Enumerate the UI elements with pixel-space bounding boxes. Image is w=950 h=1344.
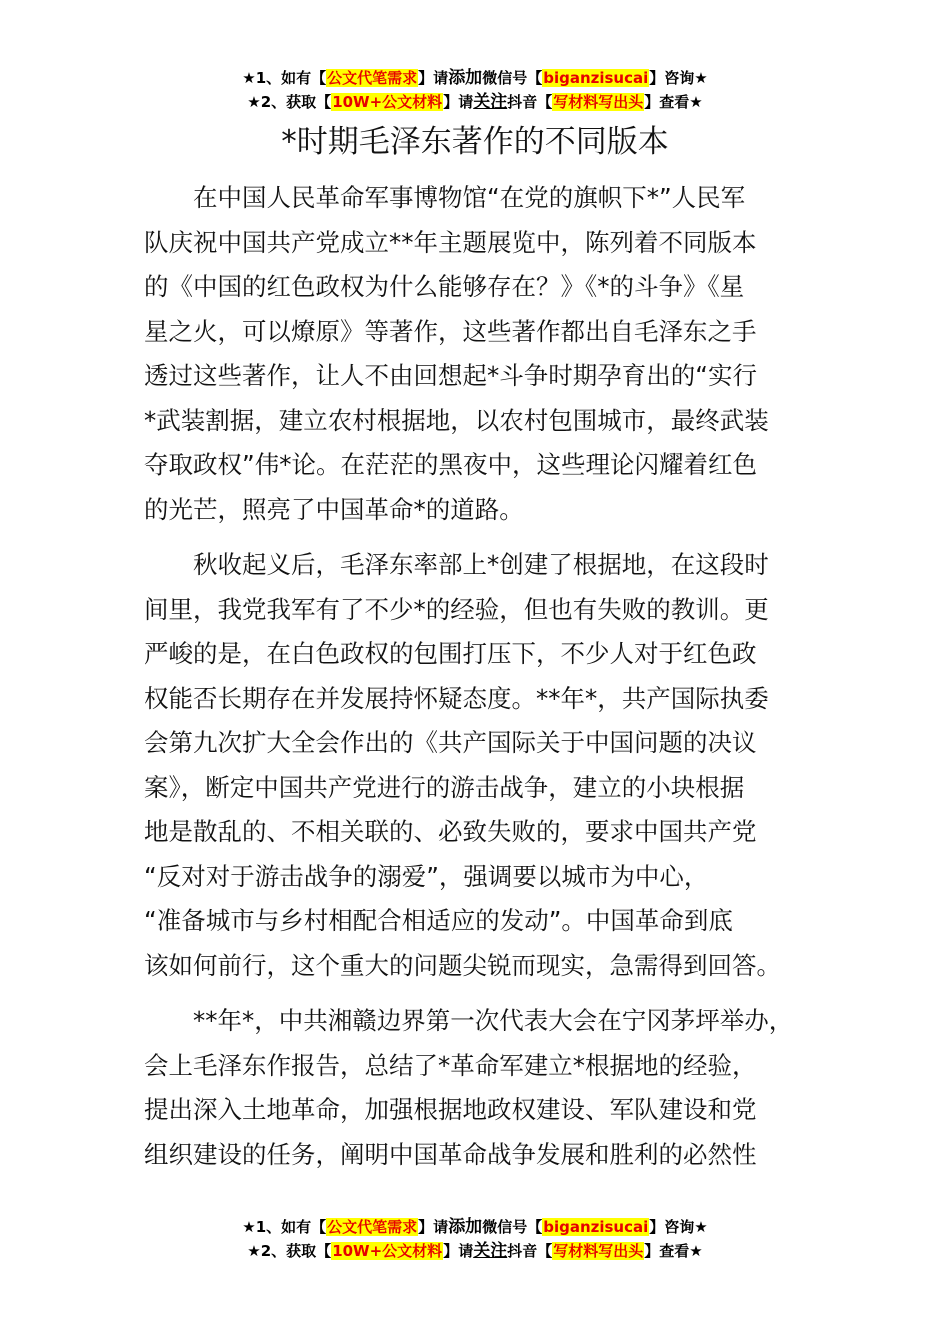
banner-emphasis: 关注	[473, 92, 508, 112]
text-line: 星之火，可以燎原》等著作，这些著作都出自毛泽东之手	[144, 316, 757, 346]
text-line: *武装割据，建立农村根据地，以农村包围城市，最终武装	[144, 405, 769, 435]
highlight-douyin-id: 写材料写出头	[553, 1242, 644, 1260]
text-line: “反对对于游击战争的溺爱”，强调要以城市为中心，	[144, 861, 709, 891]
text-line: 秋收起义后，毛泽东率部上*创建了根据地，在这段时	[144, 550, 769, 579]
banner-text: 】咨询★	[649, 69, 708, 87]
header-banner	[0, 66, 950, 114]
text-line: **年*，中共湘赣边界第一次代表大会在宁冈茅坪举办，	[144, 1006, 794, 1035]
banner-emphasis: 添加	[448, 68, 483, 88]
text-line: 夺取政权”伟*论。在茫茫的黑夜中，这些理论闪耀着红色	[144, 450, 757, 479]
banner-line-1	[0, 1215, 950, 1239]
footer-banner	[0, 1215, 950, 1263]
text-line: 案》，断定中国共产党进行的游击战争，建立的小块根据	[144, 772, 745, 802]
banner-text: 抖音【	[507, 1242, 553, 1260]
highlight-materials: 10W+公文材料	[332, 93, 443, 111]
paragraph-2	[144, 543, 824, 988]
banner-text: 微信号【	[482, 1218, 543, 1236]
text-line: 提出深入土地革命，加强根据地政权建设、军队建设和党	[144, 1095, 757, 1124]
banner-text: 】查看★	[644, 1242, 703, 1260]
text-line: 的光芒，照亮了中国革命*的道路。	[144, 494, 524, 524]
banner-text: 】请	[418, 1218, 449, 1236]
text-line: “准备城市与乡村相配合相适应的发动”。中国革命到底	[144, 906, 733, 935]
text-line: 严峻的是，在白色政权的包围打压下，不少人对于红色政	[144, 639, 757, 668]
banner-text: 】请	[443, 1242, 474, 1260]
highlight-service: 公文代笔需求	[327, 69, 418, 87]
paragraph-3	[144, 999, 824, 1177]
document-body	[144, 176, 824, 1177]
banner-text: 】请	[418, 69, 449, 87]
text-line: 该如何前行，这个重大的问题尖锐而现实，急需得到回答。	[144, 950, 781, 980]
banner-text: ★2、获取【	[247, 93, 332, 111]
banner-text: 抖音【	[507, 93, 553, 111]
text-line: 权能否长期存在并发展持怀疑态度。**年*，共产国际执委	[144, 683, 769, 713]
banner-text: 】咨询★	[649, 1218, 708, 1236]
text-line: 地是散乱的、不相关联的、必致失败的，要求中国共产党	[144, 817, 757, 846]
banner-emphasis: 添加	[448, 1217, 483, 1237]
banner-text: ★1、如有【	[242, 1218, 327, 1236]
text-line: 会上毛泽东作报告，总结了*革命军建立*根据地的经验，	[144, 1050, 757, 1080]
highlight-douyin-id: 写材料写出头	[553, 93, 644, 111]
document-title: *时期毛泽东著作的不同版本	[281, 124, 669, 160]
banner-text: 】请	[443, 93, 474, 111]
banner-text: 微信号【	[482, 69, 543, 87]
banner-text: ★2、获取【	[247, 1242, 332, 1260]
text-line: 会第九次扩大全会作出的《共产国际关于中国问题的决议	[144, 728, 757, 757]
text-line: 在中国人民革命军事博物馆“在党的旗帜下*”人民军	[144, 183, 746, 212]
paragraph-1	[144, 176, 824, 532]
text-line: 间里，我党我军有了不少*的经验，但也有失败的教训。更	[144, 594, 769, 624]
banner-emphasis: 关注	[473, 1241, 508, 1261]
highlight-wechat-id: biganzisucai	[543, 1218, 649, 1236]
banner-text: 】查看★	[644, 93, 703, 111]
highlight-materials: 10W+公文材料	[332, 1242, 443, 1260]
banner-line-2	[0, 90, 950, 114]
banner-text: ★1、如有【	[242, 69, 327, 87]
highlight-service: 公文代笔需求	[327, 1218, 418, 1236]
text-line: 的《中国的红色政权为什么能够存在？》《*的斗争》《星	[144, 272, 745, 301]
banner-line-2	[0, 1239, 950, 1263]
text-line: 透过这些著作，让人不由回想起*斗争时期孕育出的“实行	[144, 361, 757, 390]
highlight-wechat-id: biganzisucai	[543, 69, 649, 87]
banner-line-1	[0, 66, 950, 90]
text-line: 组织建设的任务，阐明中国革命战争发展和胜利的必然性	[144, 1139, 757, 1169]
text-line: 队庆祝中国共产党成立**年主题展览中，陈列着不同版本	[144, 227, 757, 257]
